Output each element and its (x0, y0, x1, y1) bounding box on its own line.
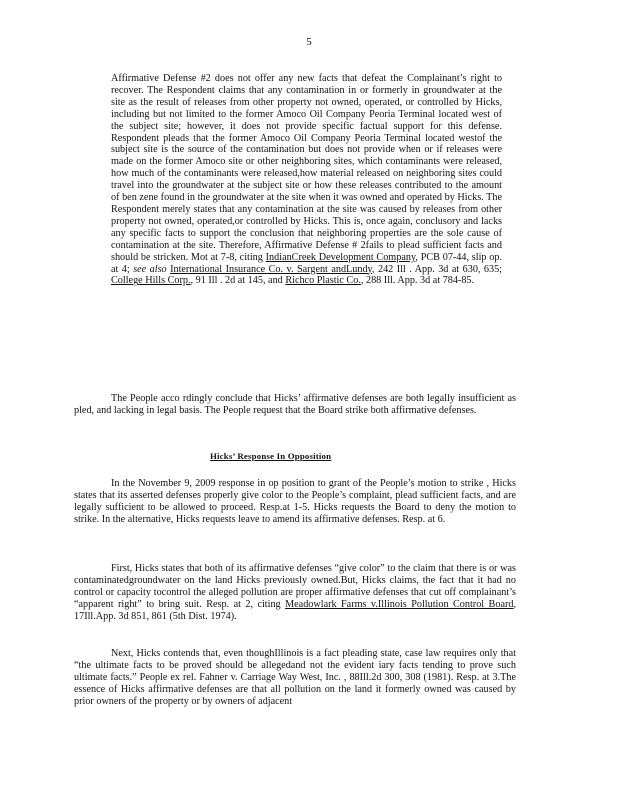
page-number: 5 (306, 36, 312, 48)
section-heading (210, 451, 331, 463)
case-cite-indian-creek: , PCB 07-44, slip op. at 4; (111, 251, 503, 275)
case-name-international-insurance: International Insurance Co. v. Sargent andLundy (170, 263, 372, 275)
case-name-meadowlark: Meadowlark Farms v.Illinois Pollution Control Board (285, 598, 514, 610)
paragraph-first (74, 563, 516, 623)
case-name-college-hills: College Hills Corp. (111, 275, 191, 287)
case-name-richco: Richco Plastic Co. (285, 275, 361, 287)
section-heading-text: Hicks’ Response In Opposition (210, 451, 332, 461)
paragraph-conclusion: The People acco rdingly conclude that Hicks’ affirmative defenses are both legally insufficient as pled, and lacking in legal basis. The People request that the Board strike both affirmative defenses. (74, 393, 516, 416)
mot-citation-prefix: Mot at 7-8, citing (190, 251, 263, 263)
block-quote (111, 73, 502, 287)
paragraph-next: Next, Hicks contends that, even thoughIllinois is a fact pleading state, case law requires only that “the ultimate facts to be proved should be allegedand not the evident iary facts tending to prove such ultimate facts.” People ex rel. Fahner v. Carriage Way West, Inc. , 88Ill.2d 300, 308 (1981). Resp. at 3.The essence of Hicks affirmative defenses are that all pollution on the land it formerly owned was caused by prior owners of the property or by owners of adjacent (74, 648, 516, 707)
case-cite-richco: , 288 Ill. App. 3d at 784-85. (360, 275, 475, 287)
case-name-indian-creek: IndianCreek Development Company (265, 251, 416, 263)
paragraph-first-text: First, Hicks states that both of its affirmative defenses “give color” to the claim that there is or was contaminatedgroundwater on the land Hicks previously owned.But, Hicks claims, the fact that it had no control or capacity tocontrol the alleged pollution are proper affirmative defenses that cut off complainant’s “apparent right” to bring suit. Resp. at 2, citing (74, 563, 516, 610)
block-quote-text: Affirmative Defense #2 does not offer any new facts that defeat the Complainant’s right to recover. The Respondent claims that any contamination in or formerly in groundwater at the site as the result of releases from other property not owned, operated, or controlled by Hicks, including but not limited to the former Amoco Oil Company Peoria Terminal located west of the subject site; however, it does not provide specific factual support for this defense. Respondent pleads that the former Amoco Oil Company Peoria Terminal located westof the subject site is the source of the contamination but does not provide when or if releases were made on the former Amoco site or other neighboring sites, which contaminants were released, how much of the contaminants were released,how material released on neighboring sites could travel into the groundwater at the subject site or how these releases contributed to the amount of ben zene found in the groundwater at the site when it was owned and operated by Hicks. The Respondent merely states that any contamination at the site was caused by releases from other property not owned, operated,or controlled by Hicks. This is, once again, conclusory and lacks any specific facts to support the conclusion that neighboring properties are the sole cause of contamination at the site. Therefore, Affirmative Defense # 2fails to plead sufficient facts and should be stricken. (111, 73, 502, 263)
case-cite-international-insurance: , 242 Ill . App. 3d at 630, 635; (371, 263, 503, 275)
case-cite-meadowlark: , 17Ill.App. 3d 851, 861 (5th Dist. 1974). (74, 598, 517, 622)
see-also-signal: see also (133, 263, 167, 275)
paragraph-response: In the November 9, 2009 response in op position to grant of the People’s motion to strike , Hicks states that its asserted defenses properly give color to the People’s complaint, plead sufficient facts, and are legally sufficient to be allowed to proceed. Resp.at 1-5. Hicks requests the Board to deny the motion to strike. In the alternative, Hicks requests leave to amend its affirmative defenses. Resp. at 6. (74, 478, 516, 525)
case-cite-college-hills: , 91 Ill . 2d at 145, and (190, 275, 283, 287)
